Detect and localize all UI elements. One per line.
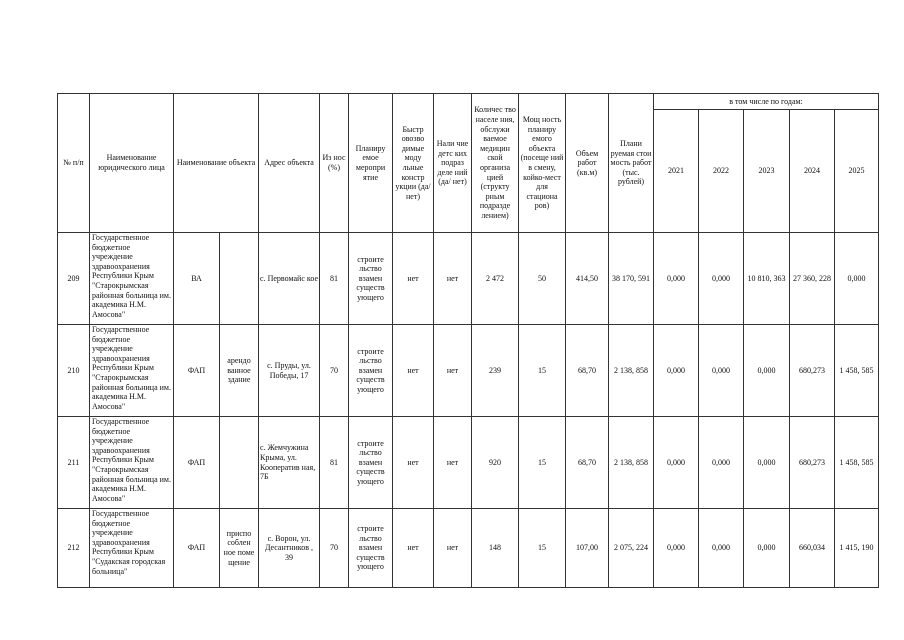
header-by-years: в том числе по годам: <box>654 94 879 110</box>
row-cost: 2 075, 224 <box>609 509 654 588</box>
row-year-2023: 10 810, 363 <box>744 233 790 325</box>
row-entity: Государственное бюджетное учреждение здравоохранения Республики Крым "Старокрымская районная больница им. академика Н.М. Амосова" <box>90 325 174 417</box>
row-population: 239 <box>472 325 519 417</box>
row-building: приспо соблен ное поме щение <box>220 509 259 588</box>
row-measure: строите льство взамен существ ующего <box>349 509 393 588</box>
row-volume: 414,50 <box>566 233 609 325</box>
row-year-2025: 0,000 <box>835 233 879 325</box>
header-prefab: Быстр овозво димые моду льные констр укции (да/ нет) <box>393 94 434 233</box>
table-row <box>58 417 879 509</box>
row-building <box>220 417 259 509</box>
row-year-2021: 0,000 <box>654 417 699 509</box>
row-object-type: ВА <box>174 233 220 325</box>
row-capacity: 15 <box>519 417 566 509</box>
header-object-name: Наименование объекта <box>174 94 259 233</box>
row-children: нет <box>434 509 472 588</box>
row-num: 212 <box>58 509 90 588</box>
row-prefab: нет <box>393 325 434 417</box>
row-wear: 81 <box>320 417 349 509</box>
header-year: 2021 <box>654 110 699 233</box>
row-address: с. Ворон, ул. Десантников , 39 <box>259 509 320 588</box>
row-num: 210 <box>58 325 90 417</box>
row-year-2021: 0,000 <box>654 509 699 588</box>
row-volume: 107,00 <box>566 509 609 588</box>
row-volume: 68,70 <box>566 417 609 509</box>
row-object-type: ФАП <box>174 325 220 417</box>
row-year-2025: 1 458, 585 <box>835 325 879 417</box>
row-children: нет <box>434 417 472 509</box>
row-building <box>220 233 259 325</box>
row-address: с. Жемчужина Крыма, ул. Кооператив ная, 7Б <box>259 417 320 509</box>
row-entity: Государственное бюджетное учреждение здравоохранения Республики Крым "Судакская городская больница" <box>90 509 174 588</box>
row-entity: Государственное бюджетное учреждение здравоохранения Республики Крым "Старокрымская районная больница им. академика Н.М. Амосова" <box>90 233 174 325</box>
row-children: нет <box>434 233 472 325</box>
row-cost: 2 138, 858 <box>609 417 654 509</box>
row-year-2021: 0,000 <box>654 325 699 417</box>
row-object-type: ФАП <box>174 509 220 588</box>
row-prefab: нет <box>393 233 434 325</box>
row-num: 211 <box>58 417 90 509</box>
row-measure: строите льство взамен существ ующего <box>349 417 393 509</box>
row-year-2022: 0,000 <box>699 233 744 325</box>
row-volume: 68,70 <box>566 325 609 417</box>
row-wear: 70 <box>320 325 349 417</box>
row-prefab: нет <box>393 417 434 509</box>
header-capacity: Мощ ность планиру емого объекта (посеще ний в смену, койко-мест для стациона ров) <box>519 94 566 233</box>
row-year-2024: 27 360, 228 <box>790 233 835 325</box>
header-volume: Объем работ (кв.м) <box>566 94 609 233</box>
header-measure: Планиру емое меропри ятие <box>349 94 393 233</box>
row-year-2021: 0,000 <box>654 233 699 325</box>
row-wear: 70 <box>320 509 349 588</box>
row-object-type: ФАП <box>174 417 220 509</box>
row-address: с. Первомайс кое <box>259 233 320 325</box>
investment-table <box>57 93 879 588</box>
row-year-2022: 0,000 <box>699 509 744 588</box>
header-entity: Наименование юридического лица <box>90 94 174 233</box>
row-population: 148 <box>472 509 519 588</box>
header-children: Нали чие детс ких подраз деле ний (да/ нет) <box>434 94 472 233</box>
row-building: арендо ванное здание <box>220 325 259 417</box>
row-measure: строите льство взамен существ ующего <box>349 325 393 417</box>
table-row <box>58 509 879 588</box>
row-entity: Государственное бюджетное учреждение здравоохранения Республики Крым "Старокрымская районная больница им. академика Н.М. Амосова" <box>90 417 174 509</box>
row-num: 209 <box>58 233 90 325</box>
header-year: 2024 <box>790 110 835 233</box>
header-year: 2025 <box>835 110 879 233</box>
header-address: Адрес объекта <box>259 94 320 233</box>
header-num: № п/п <box>58 94 90 233</box>
row-address: с. Пруды, ул. Победы, 17 <box>259 325 320 417</box>
row-year-2022: 0,000 <box>699 417 744 509</box>
row-cost: 2 138, 858 <box>609 325 654 417</box>
header-wear: Из нос (%) <box>320 94 349 233</box>
row-year-2024: 680,273 <box>790 325 835 417</box>
row-year-2024: 680,273 <box>790 417 835 509</box>
row-measure: строите льство взамен существ ующего <box>349 233 393 325</box>
row-year-2022: 0,000 <box>699 325 744 417</box>
row-population: 920 <box>472 417 519 509</box>
row-capacity: 15 <box>519 325 566 417</box>
row-year-2023: 0,000 <box>744 325 790 417</box>
row-children: нет <box>434 325 472 417</box>
row-year-2025: 1 415, 190 <box>835 509 879 588</box>
row-capacity: 50 <box>519 233 566 325</box>
row-year-2024: 660,034 <box>790 509 835 588</box>
row-year-2025: 1 458, 585 <box>835 417 879 509</box>
header-population: Количес тво населе ния, обслужи ваемое медицин ской организа цией (структу рным подразде лением) <box>472 94 519 233</box>
table-row <box>58 233 879 325</box>
row-year-2023: 0,000 <box>744 509 790 588</box>
header-row <box>58 94 879 110</box>
header-cost: Плани руемая стои мость работ (тыс. рублей) <box>609 94 654 233</box>
table-row <box>58 325 879 417</box>
header-year: 2023 <box>744 110 790 233</box>
row-population: 2 472 <box>472 233 519 325</box>
header-year: 2022 <box>699 110 744 233</box>
row-capacity: 15 <box>519 509 566 588</box>
row-prefab: нет <box>393 509 434 588</box>
row-year-2023: 0,000 <box>744 417 790 509</box>
row-cost: 38 170, 591 <box>609 233 654 325</box>
row-wear: 81 <box>320 233 349 325</box>
